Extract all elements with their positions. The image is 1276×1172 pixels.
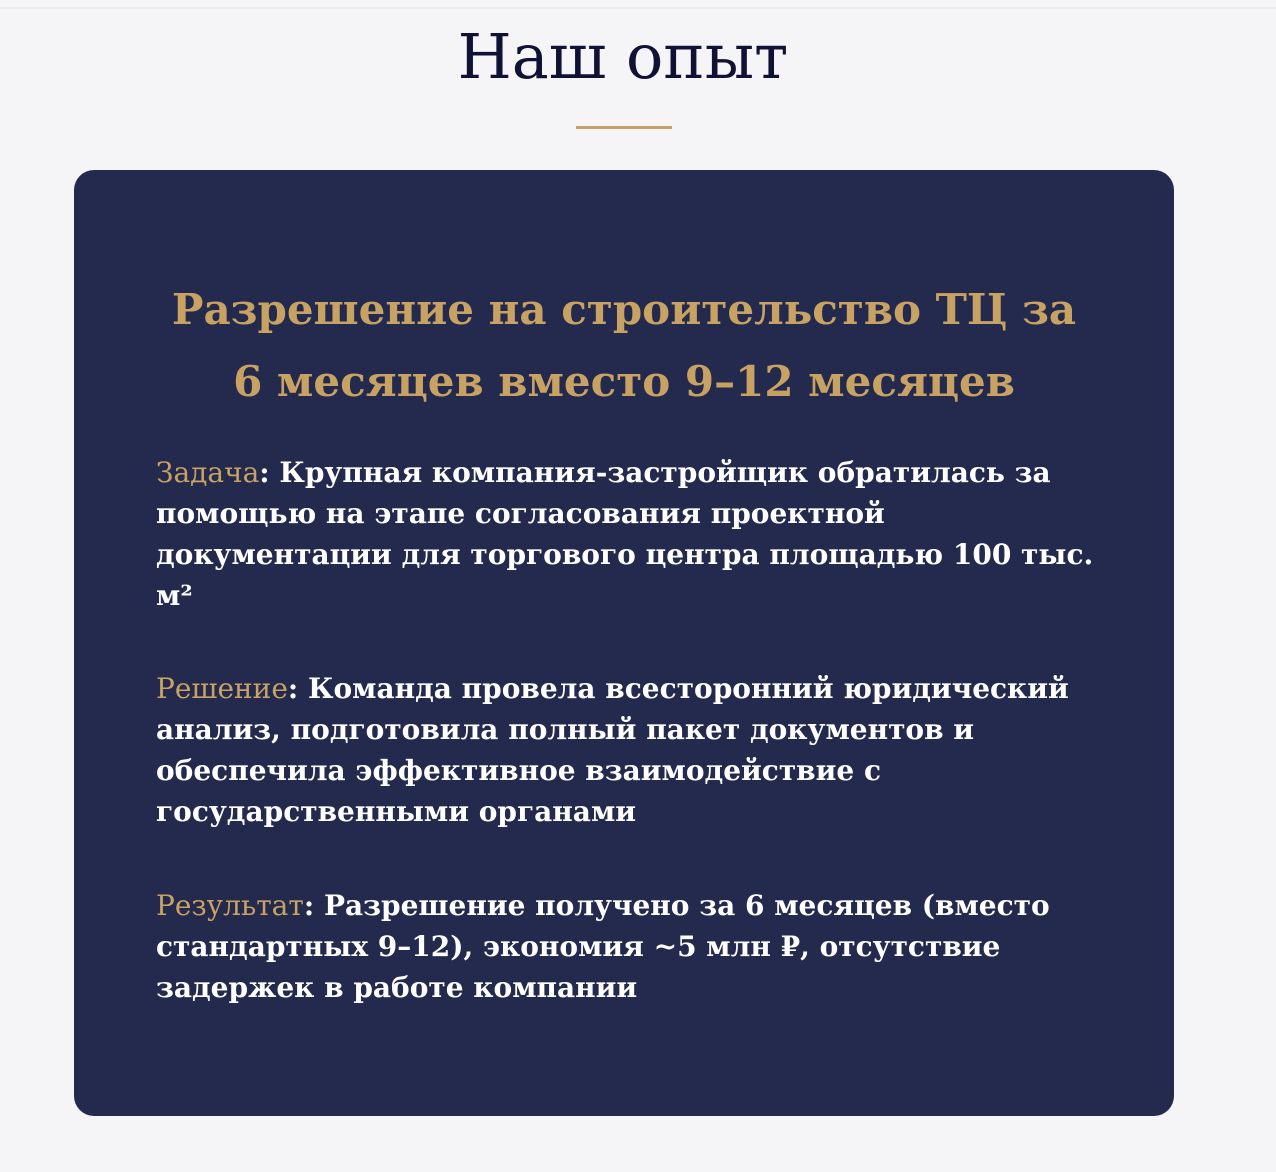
- section-title: Наш опыт: [457, 20, 789, 93]
- case-card: [74, 170, 1174, 1116]
- case-result-text: : Разрешение получено за 6 месяцев (вместо стандартных 9–12), экономия ~5 млн ₽, отсутствие задержек в работе компании: [156, 889, 1050, 1004]
- top-divider: [0, 7, 1276, 9]
- case-solution: [156, 668, 1096, 832]
- case-task-text: : Крупная компания-застройщик обратилась за помощью на этапе согласования проектной документации для торгового центра площадью 100 тыс. м²: [156, 456, 1094, 612]
- case-solution-label: Решение: [156, 672, 288, 705]
- case-solution-text: : Команда провела всесторонний юридический анализ, подготовила полный пакет документов и обеспечила эффективное взаимодействие с государственными органами: [156, 672, 1069, 828]
- case-result: [156, 885, 1096, 1008]
- case-result-label: Результат: [156, 889, 304, 922]
- case-task: [156, 452, 1096, 616]
- case-title: Разрешение на строительство ТЦ за 6 месяцев вместо 9–12 месяцев: [171, 285, 1077, 406]
- title-underline: [576, 126, 672, 129]
- case-task-label: Задача: [156, 456, 260, 489]
